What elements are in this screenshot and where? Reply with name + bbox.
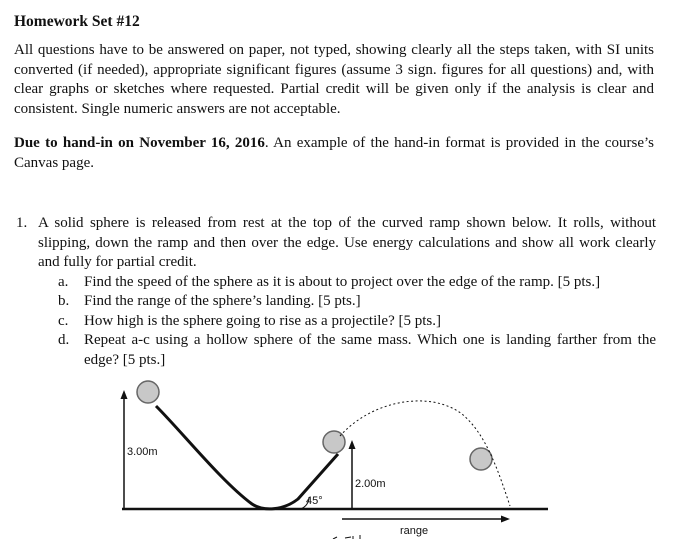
part-text: How high is the sphere going to rise as a projectile? [5 pts.] xyxy=(84,312,441,329)
part-d xyxy=(58,331,656,370)
ball-at-edge xyxy=(323,431,345,453)
cropped-marks xyxy=(333,535,360,539)
part-text: Repeat a-c using a hollow sphere of the same mass. Which one is landing farther from the edge? [5 pts.] xyxy=(84,332,656,368)
question-text: A solid sphere is released from rest at the top of the curved ramp shown below. It rolls, without slipping, down the ramp and then over the edge. Use energy calculations and show all work clearly and fully for partial credit. xyxy=(38,215,656,270)
question-parts xyxy=(58,273,656,371)
due-date-rest: . An example of the hand-in format is provided in the course’s Canvas page. xyxy=(14,135,654,171)
range-label: range xyxy=(400,525,429,537)
right-arrow-head xyxy=(349,440,356,449)
due-date-bold: Due to hand-in on November 16, 2016 xyxy=(14,135,265,151)
question-number: 1. xyxy=(16,215,28,231)
part-a xyxy=(58,273,656,293)
right-height-label: 2.00m xyxy=(355,478,386,490)
part-letter: a. xyxy=(58,273,69,290)
ball-top-left xyxy=(137,381,159,403)
ramp-curve xyxy=(156,406,338,509)
range-arrow-head xyxy=(501,516,510,523)
instructions-paragraph: All questions have to be answered on paper, not typed, showing clearly all the steps taken, with SI units converted (if needed), appropriate significant figures (assume 3 sign. figures for all questions) and, with clear graphs or sketches where requested. Partial credit will be given only if the analysis is clear and consistent. Single numeric answers are not acceptable. xyxy=(14,42,654,117)
part-c xyxy=(58,312,656,332)
left-arrow-head xyxy=(121,390,128,399)
part-letter: c. xyxy=(58,312,69,329)
part-b xyxy=(58,292,656,312)
part-letter: b. xyxy=(58,293,70,309)
part-text: Find the range of the sphere’s landing. [5 pts.] xyxy=(84,293,361,309)
due-date-paragraph xyxy=(14,134,654,173)
part-letter: d. xyxy=(58,332,70,348)
left-height-label: 3.00m xyxy=(127,446,158,458)
angle-label: 45° xyxy=(306,495,323,507)
part-text: Find the speed of the sphere as it is about to project over the edge of the ramp. [5 pts.] xyxy=(84,273,601,290)
page-title: Homework Set #12 xyxy=(14,13,140,30)
question-1 xyxy=(16,214,656,370)
ramp-diagram xyxy=(0,370,700,539)
